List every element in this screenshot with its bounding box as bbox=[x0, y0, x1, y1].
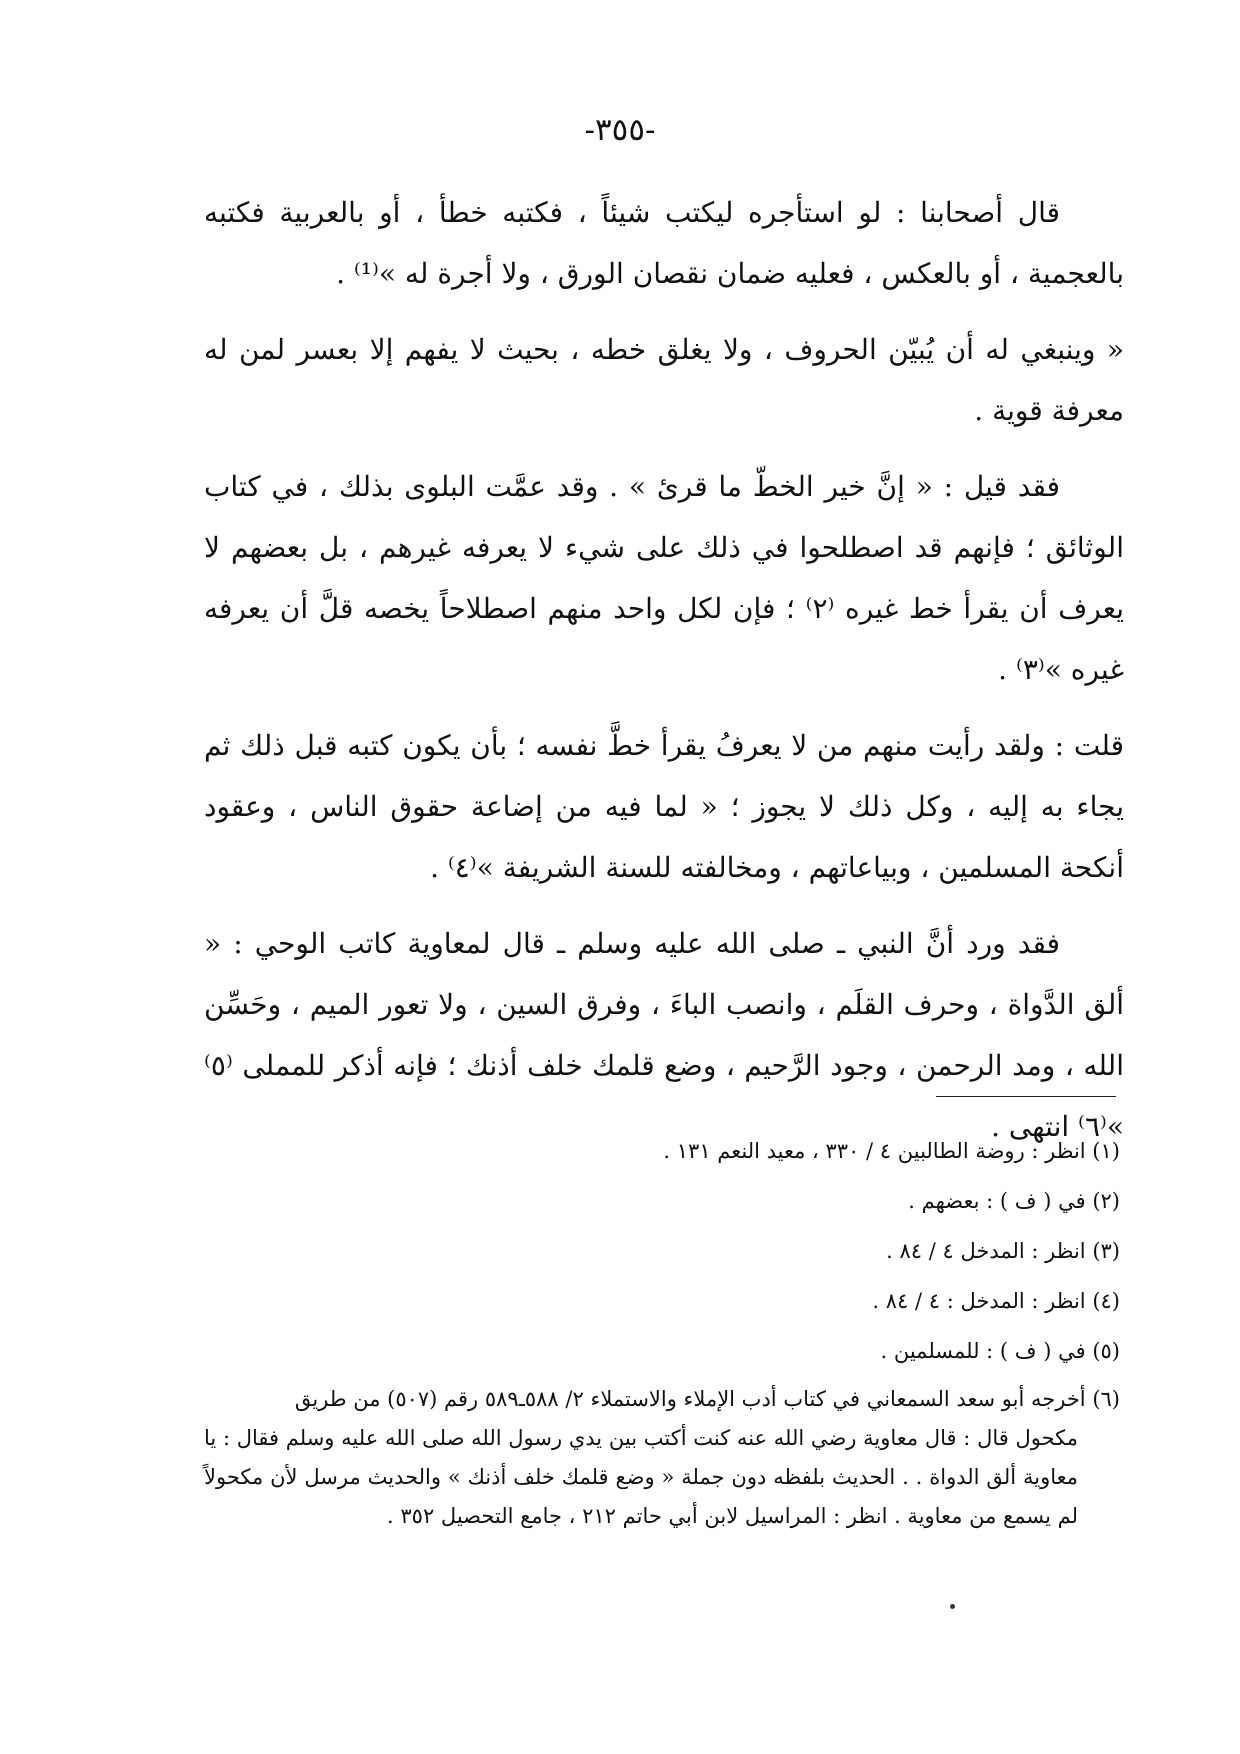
paragraph bbox=[204, 456, 1124, 700]
paragraph-text: قال أصحابنا : لو استأجره ليكتب شيئاً ، فكتبه خطأ ، أو بالعربية فكتبه بالعجمية ، أو بالعكس ، فعليه ضمان نقصان الورق ، ولا أجرة له »⁽¹⁾ . bbox=[204, 196, 1124, 290]
footnote-continuation: مكحول قال : قال معاوية رضي الله عنه كنت أكتب بين يدي رسول الله صلى الله عليه وسلم فقال : يا معاوية ألق الدواة . . الحديث بلفظه دون جملة « وضع قلمك خلف أذنك » والحديث مرسل لأن مكحولاً لم يسمع من معاوية . انظر : المراسيل لابن أبي حاتم ٢١٢ ، جامع التحصيل ٣٥٢ . bbox=[204, 1426, 1078, 1528]
page-number: -٣٥٥- bbox=[584, 112, 656, 148]
footnotes bbox=[204, 1126, 1120, 1536]
footnote-first-line: (٦) أخرجه أبو سعد السمعاني في كتاب أدب الإملاء والاستملاء ٢/ ٥٨٨ـ٥٨٩ رقم (٥٠٧) من طريق bbox=[294, 1387, 1120, 1411]
paragraph-text: فقد قيل : « إنَّ خير الخطّ ما قرئ » . وقد عمَّت البلوى بذلك ، في كتاب الوثائق ؛ فإنهم قد اصطلحوا في ذلك على شيء لا يعرفه غيرهم ، بل بعضهم لا يعرف أن يقرأ خط غيره ⁽٢⁾ ؛ فإن لكل واحد منهم اصطلاحاً يخصه قلَّ أن يعرفه غيره »⁽٣⁾ . bbox=[204, 470, 1124, 686]
paragraph-text: قلت : ولقد رأيت منهم من لا يعرفُ يقرأ خطَّ نفسه ؛ بأن يكون كتبه قبل ذلك ثم يجاء به إليه ، وكل ذلك لا يجوز ؛ « لما فيه من إضاعة حقوق الناس ، وعقود أنكحة المسلمين ، وبياعاتهم ، ومخالفته للسنة الشريفة »⁽٤⁾ . bbox=[204, 729, 1124, 884]
paragraph bbox=[204, 319, 1124, 441]
footnote: (٤) انظر : المدخل : ٤ / ٨٤ . bbox=[872, 1289, 1120, 1313]
footnote-divider bbox=[936, 1096, 1116, 1097]
page-mark-dot bbox=[950, 1604, 955, 1609]
paragraph-text: فقد ورد أنَّ النبي ـ صلى الله عليه وسلم ـ قال لمعاوية كاتب الوحي : « ألق الدَّواة ، وحرف القلَم ، وانصب الباءَ ، وفرق السين ، ولا تعور الميم ، وحَسِّن الله ، ومد الرحمن ، وجود الرَّحيم ، وضع قلمك خلف أذنك ؛ فإنه أذكر للمملى ⁽٥⁾ »⁽٦⁾ انتهى . bbox=[204, 927, 1124, 1143]
footnote-long bbox=[204, 1380, 1120, 1536]
paragraph-text: « وينبغي له أن يُبيّن الحروف ، ولا يغلق خطه ، بحيث لا يفهم إلا بعسر لمن له معرفة قوية . bbox=[204, 333, 1124, 427]
footnote: (١) انظر : روضة الطالبين ٤ / ٣٣٠ ، معيد النعم ١٣١ . bbox=[663, 1139, 1120, 1163]
paragraph bbox=[204, 182, 1124, 304]
main-text bbox=[204, 182, 1124, 1172]
footnote: (٢) في ( ف ) : بعضهم . bbox=[908, 1189, 1120, 1213]
paragraph bbox=[204, 715, 1124, 898]
paragraph bbox=[204, 913, 1124, 1157]
footnote: (٣) انظر : المدخل ٤ / ٨٤ . bbox=[886, 1239, 1120, 1263]
footnote: (٥) في ( ف ) : للمسلمين . bbox=[880, 1339, 1120, 1363]
